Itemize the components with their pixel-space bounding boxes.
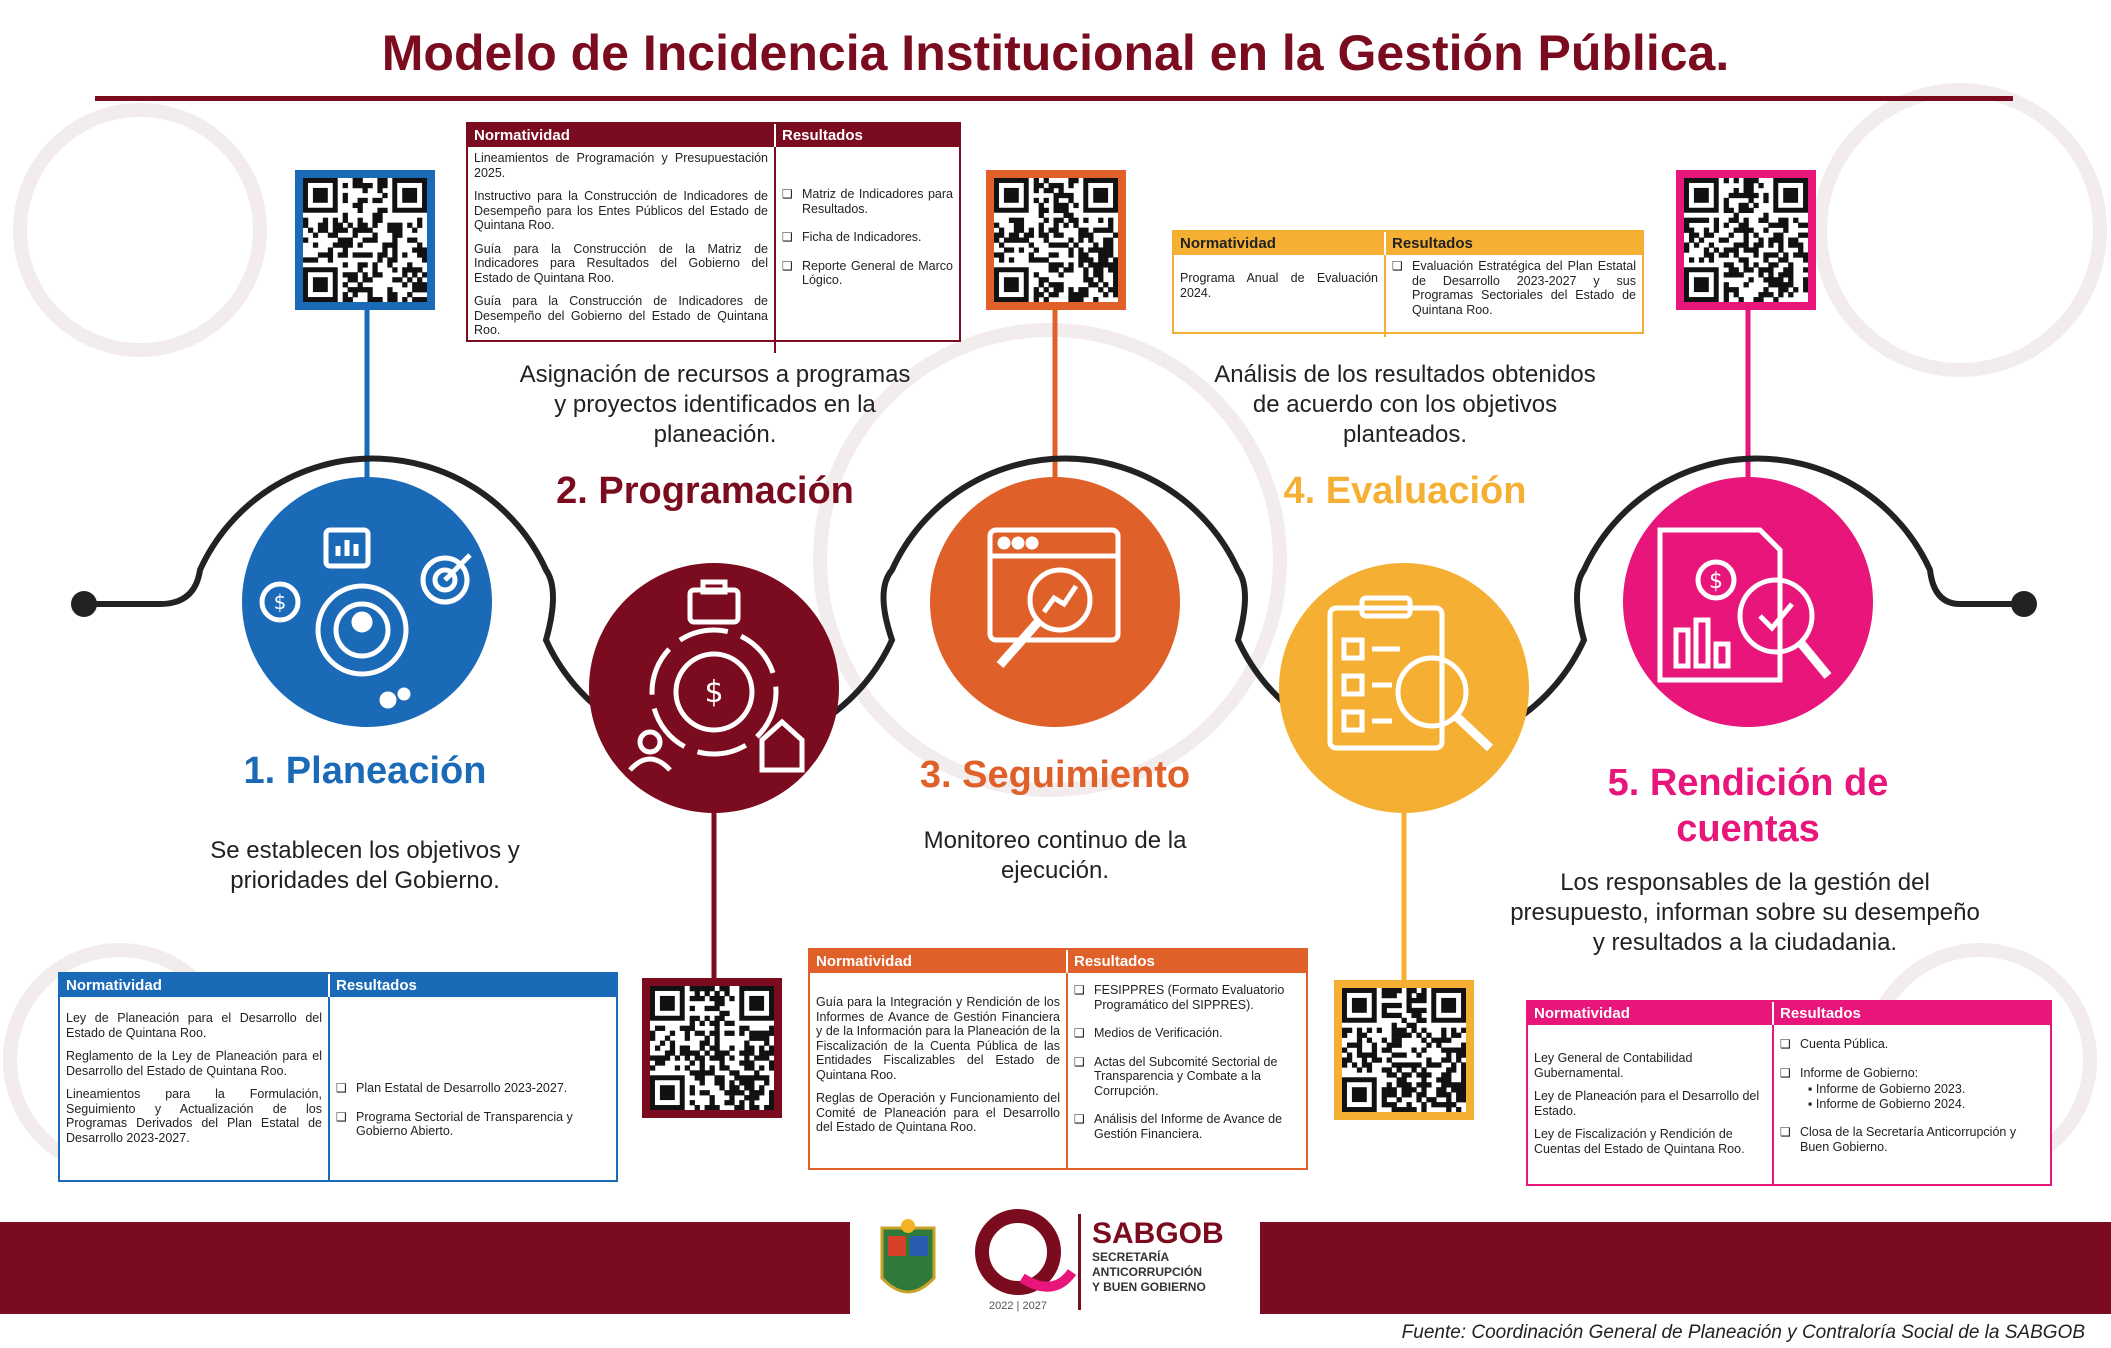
rendicion-qr-code[interactable] — [1676, 170, 1816, 310]
planeacion-description: Se establecen los objetivos y prioridades del Gobierno. — [210, 837, 520, 894]
checkbox-icon: ❑ — [1074, 983, 1085, 997]
result-item: Evaluación Estratégica del Plan Estatal de Desarrollo 2023-2027 y sus Programas Sectoriales del Estado de Quintana Roo. — [1412, 259, 1636, 317]
checkbox-icon: ❑ — [1780, 1065, 1791, 1080]
result-item: Programa Sectorial de Transparencia y Gobierno Abierto. — [356, 1109, 573, 1138]
norm-item: Ley de Fiscalización y Rendición de Cuentas del Estado de Quintana Roo. — [1534, 1127, 1745, 1156]
result-item: Ficha de Indicadores. — [802, 230, 922, 244]
normatividad-header: Normatividad — [1528, 1002, 1774, 1025]
norm-item: Ley General de Contabilidad Gubernamental. — [1534, 1051, 1693, 1080]
programacion-qr-code[interactable] — [642, 978, 782, 1118]
checkbox-icon: ❑ — [336, 1109, 347, 1124]
result-item: Actas del Subcomité Sectorial de Transparencia y Combate a la Corrupción. — [1094, 1054, 1278, 1098]
footer-divider — [1078, 1214, 1081, 1310]
normatividad-header: Normatividad — [810, 950, 1068, 973]
resultados-header: Resultados — [1074, 953, 1155, 970]
checkbox-icon: ❑ — [1392, 259, 1403, 273]
brand-name: SABGOB — [1092, 1217, 1224, 1250]
rendicion-table — [1526, 1000, 2052, 1186]
seguimiento-title: 3. Seguimiento — [919, 754, 1191, 796]
checkbox-icon: ❑ — [1780, 1125, 1791, 1139]
resultados-header: Resultados — [336, 977, 417, 994]
planeacion-qr-code[interactable] — [295, 170, 435, 310]
programacion-table — [466, 122, 961, 342]
result-item: Plan Estatal de Desarrollo 2023-2027. — [356, 1081, 568, 1095]
result-item: Reporte General de Marco Lógico. — [802, 258, 953, 287]
norm-item: Guía para la Construcción de Indicadores de Desempeño del Gobierno del Estado de Quintana Roo. — [474, 294, 768, 337]
result-item: Informe de Gobierno: — [1800, 1065, 1919, 1080]
evaluacion-title: 4. Evaluación — [1283, 470, 1527, 512]
rendicion-description: Los responsables de la gestión del presupuesto, informan sobre su desempeño y resultados a la ciudadania. — [1510, 869, 1980, 956]
evaluacion-qr-code[interactable] — [1334, 980, 1474, 1120]
checkbox-icon: ❑ — [782, 230, 793, 244]
result-item: Cuenta Pública. — [1800, 1037, 1889, 1051]
norm-item: Programa Anual de Evaluación 2024. — [1180, 271, 1378, 300]
path-end-dot — [2011, 591, 2037, 617]
result-item: FESIPPRES (Formato Evaluatorio Programático del SIPPRES). — [1094, 983, 1285, 1012]
norm-item: Guía para la Integración y Rendición de los Informes de Avance de Gestión Financiera y de la Información para la Planeación de la Fiscalización de la Cuenta Pública de las Entidades Fiscalizables del Estado de Quintana Roo. — [816, 995, 1060, 1082]
planeacion-table — [58, 972, 618, 1182]
result-subitem: ▪ Informe de Gobierno 2024. — [1808, 1097, 2044, 1112]
resultados-header: Resultados — [1392, 235, 1473, 252]
result-subitem: ▪ Informe de Gobierno 2023. — [1808, 1082, 2044, 1097]
result-item: Closa de la Secretaría Anticorrupción y Buen Gobierno. — [1800, 1125, 2017, 1154]
planeacion-title: 1. Planeación — [243, 750, 487, 792]
sabgob-q-logo — [962, 1208, 1082, 1318]
evaluacion-table — [1172, 230, 1644, 334]
norm-item: Lineamientos para la Formulación, Seguimiento y Actualización de los Programas Derivados del Plan Estatal de Desarrollo 2023-2027. — [66, 1087, 322, 1145]
norm-item: Ley de Planeación para el Desarrollo del Estado. — [1534, 1089, 1760, 1118]
programacion-description: Asignación de recursos a programas y proyectos identificados en la planeación. — [519, 361, 911, 448]
page-title: Modelo de Incidencia Institucional en la Gestión Pública. — [381, 25, 1730, 81]
seguimiento-description: Monitoreo continuo de la ejecución. — [923, 827, 1187, 884]
checkbox-icon: ❑ — [1074, 1054, 1085, 1069]
title-rule — [95, 96, 2013, 101]
result-item: Matriz de Indicadores para Resultados. — [802, 187, 953, 216]
norm-item: Ley de Planeación para el Desarrollo del Estado de Quintana Roo. — [66, 1011, 322, 1040]
checkbox-icon: ❑ — [336, 1081, 347, 1095]
checkbox-icon: ❑ — [1074, 1112, 1085, 1126]
dollar-glyph-3: $ — [1709, 569, 1723, 594]
source-note: Fuente: Coordinación General de Planeación y Contraloría Social de la SABGOB — [1401, 1322, 2085, 1343]
normatividad-header: Normatividad — [1174, 232, 1386, 255]
period-text: 2022 | 2027 — [989, 1300, 1047, 1312]
rendicion-title-line1: 5. Rendición de — [1607, 762, 1889, 804]
dollar-glyph-2: $ — [704, 675, 724, 710]
checkbox-icon: ❑ — [1074, 1026, 1085, 1040]
normatividad-header: Normatividad — [468, 124, 776, 147]
norm-item: Reglamento de la Ley de Planeación para el Desarrollo del Estado de Quintana Roo. — [66, 1049, 322, 1078]
rendicion-title — [1560, 760, 1936, 852]
seguimiento-table — [808, 948, 1308, 1170]
norm-item: Lineamientos de Programación y Presupuestación 2025. — [474, 151, 768, 180]
path-start-dot — [71, 591, 97, 617]
norm-item: Reglas de Operación y Funcionamiento del Comité de Planeación para el Desarrollo del Estado de Quintana Roo. — [816, 1091, 1060, 1134]
normatividad-header: Normatividad — [60, 974, 330, 997]
dollar-glyph: $ — [273, 590, 287, 614]
sabgob-wordmark — [1092, 1218, 1252, 1295]
result-item: Medios de Verificación. — [1094, 1026, 1223, 1040]
checkbox-icon: ❑ — [782, 187, 793, 201]
norm-item: Guía para la Construcción de la Matriz de Indicadores para Resultados del Gobierno del Estado de Quintana Roo. — [474, 241, 768, 285]
brand-line2: ANTICORRUPCIÓN — [1092, 1265, 1202, 1279]
seguimiento-qr-code[interactable] — [986, 170, 1126, 310]
seguimiento-circle — [930, 477, 1180, 727]
evaluacion-description: Análisis de los resultados obtenidos de acuerdo con los objetivos planteados. — [1214, 361, 1596, 448]
result-item: Análisis del Informe de Avance de Gestión Financiera. — [1094, 1112, 1283, 1141]
checkbox-icon: ❑ — [782, 258, 793, 273]
resultados-header: Resultados — [1780, 1005, 1861, 1022]
state-coat-of-arms-logo — [878, 1218, 938, 1306]
brand-line3: Y BUEN GOBIERNO — [1092, 1280, 1206, 1294]
programacion-title: 2. Programación — [556, 470, 854, 512]
checkbox-icon: ❑ — [1780, 1037, 1791, 1051]
brand-line1: SECRETARÍA — [1092, 1250, 1170, 1264]
resultados-header: Resultados — [782, 127, 863, 144]
rendicion-title-line2: cuentas — [1676, 808, 1820, 850]
norm-item: Instructivo para la Construcción de Indicadores de Desempeño para los Entes Públicos del Estado de Quintana Roo. — [474, 189, 768, 232]
